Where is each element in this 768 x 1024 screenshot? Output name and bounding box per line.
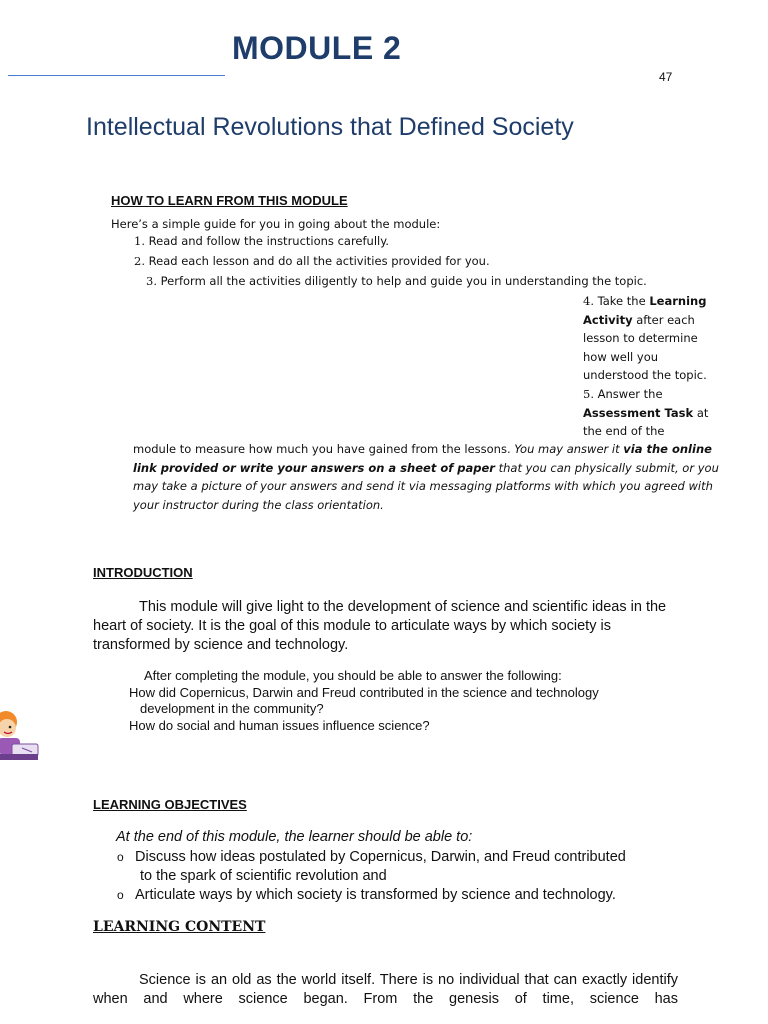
guide-step-5-continued bbox=[133, 440, 723, 514]
step-number: 4. bbox=[583, 294, 594, 308]
tail-plain: module to measure how much you have gained from the lessons. bbox=[133, 442, 511, 456]
tail-bold-italic: via the online link provided or write your answers on a sheet of paper bbox=[133, 442, 712, 475]
objective-text: Discuss how ideas postulated by Copernicus, Darwin, and Freud contributed bbox=[135, 849, 626, 865]
step-text: after each lesson to determine how well you understood the topic. bbox=[583, 312, 707, 383]
step-text: Perform all the activities diligently to help and guide you in understanding the topic. bbox=[160, 274, 647, 288]
page-number: 47 bbox=[659, 70, 673, 84]
objective-text: Articulate ways by which society is transformed by science and technology. bbox=[135, 887, 616, 903]
objective-item-1 bbox=[117, 848, 626, 867]
questions-intro: After completing the module, you should be able to answer the following: bbox=[144, 668, 562, 683]
step-text: Answer the bbox=[597, 386, 663, 401]
student-mascot-icon bbox=[0, 708, 42, 766]
question-2: How do social and human issues influence science? bbox=[129, 718, 430, 733]
question-1: How did Copernicus, Darwin and Freud contributed in the science and technology bbox=[129, 685, 599, 700]
objective-item-2 bbox=[117, 886, 616, 905]
learning-content-text: Science is an old as the world itself. There is no individual that can exactly identify when and where science began. From the genesis of time, science has bbox=[93, 972, 678, 1007]
step-text: Read and follow the instructions carefully. bbox=[148, 234, 390, 248]
tail-italic: You may answer it bbox=[514, 442, 620, 456]
guide-step-3 bbox=[146, 272, 647, 290]
step-number: 5. bbox=[583, 386, 594, 401]
assessment-task-label: Assessment Task bbox=[583, 405, 694, 420]
learning-content-paragraph bbox=[93, 971, 678, 1009]
learning-activity-label: Learning Activity bbox=[583, 294, 707, 327]
step-number: 3. bbox=[146, 274, 157, 288]
step-number: 2. bbox=[134, 254, 145, 268]
bullet-icon: o bbox=[117, 888, 124, 902]
guide-step-1 bbox=[134, 232, 389, 250]
step-text: Read each lesson and do all the activities provided for you. bbox=[148, 254, 490, 268]
tail-italic: that you can physically submit, or you may take a picture of your answers and send it via messaging platforms with which you agreed with your instructor during the class orientation. bbox=[133, 460, 719, 512]
step-number: 1. bbox=[134, 234, 145, 248]
module-title: MODULE 2 bbox=[232, 30, 402, 66]
how-to-learn-heading: HOW TO LEARN FROM THIS MODULE bbox=[111, 193, 348, 208]
guide-step-2 bbox=[134, 252, 490, 270]
bullet-icon: o bbox=[117, 850, 124, 864]
step-text: Take the bbox=[597, 294, 646, 308]
header-rule bbox=[8, 75, 225, 76]
introduction-paragraph bbox=[93, 598, 683, 655]
objective-item-1-continued: to the spark of scientific revolution and bbox=[140, 868, 387, 884]
objectives-heading: LEARNING OBJECTIVES bbox=[93, 797, 247, 812]
objectives-intro: At the end of this module, the learner should be able to: bbox=[116, 829, 473, 845]
learning-content-heading: LEARNING CONTENT bbox=[93, 919, 266, 935]
guide-steps-4-5 bbox=[583, 292, 713, 441]
introduction-heading: INTRODUCTION bbox=[93, 565, 193, 580]
question-1-continued: development in the community? bbox=[140, 701, 324, 716]
step-text: at the end of the bbox=[583, 405, 709, 439]
introduction-text: This module will give light to the development of science and scientific ideas in the heart of society. It is the goal of this module to articulate ways by which society is transformed by science and technology. bbox=[93, 599, 667, 653]
module-subtitle: Intellectual Revolutions that Defined Society bbox=[86, 113, 574, 141]
guide-intro: Here’s a simple guide for you in going about the module: bbox=[111, 217, 441, 231]
